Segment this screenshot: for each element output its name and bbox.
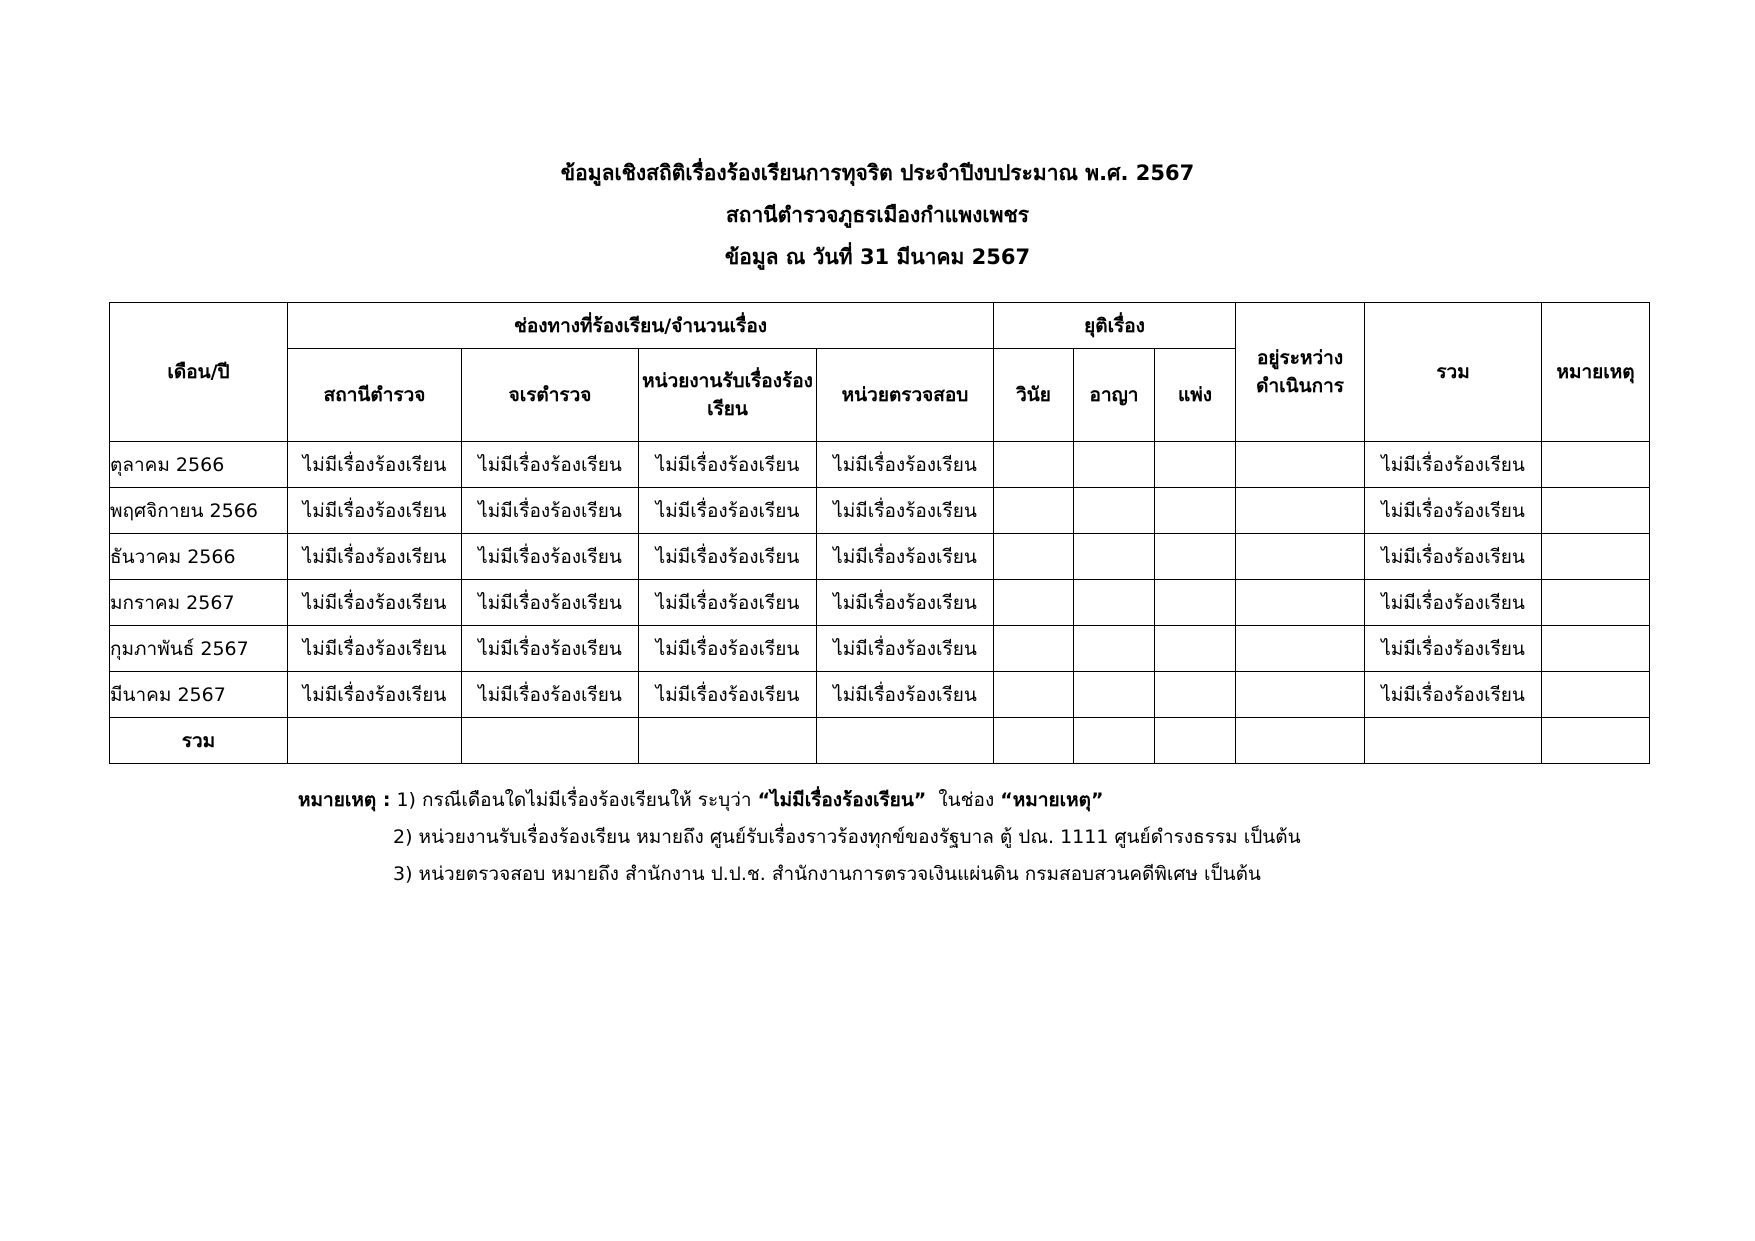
table-row <box>110 626 1650 672</box>
civil-cell <box>1155 488 1236 534</box>
discipline-cell <box>994 442 1074 488</box>
header-station: สถานีตำรวจ <box>288 349 462 442</box>
table-row <box>110 488 1650 534</box>
station-cell: ไม่มีเรื่องร้องเรียน <box>288 672 462 718</box>
criminal-cell <box>1074 672 1155 718</box>
discipline-cell <box>994 626 1074 672</box>
discipline-cell <box>994 672 1074 718</box>
audit-unit-cell: ไม่มีเรื่องร้องเรียน <box>817 442 994 488</box>
table-row <box>110 442 1650 488</box>
station-name: สถานีตำรวจภูธรเมืองกำแพงเพชร <box>725 203 1029 227</box>
total-civil-cell <box>1155 718 1236 764</box>
header-remark: หมายเหตุ <box>1542 303 1650 442</box>
note-2: 2) หน่วยงานรับเรื่องร้องเรียน หมายถึง ศูนย์รับเรื่องราวร้องทุกข์ของรัฐบาล ตู้ ปณ. 1111 ศูนย์ดำรงธรรม เป็นต้น <box>393 826 1301 848</box>
total-row-label: รวม <box>110 718 288 764</box>
civil-cell <box>1155 672 1236 718</box>
receiving-unit-cell: ไม่มีเรื่องร้องเรียน <box>639 626 817 672</box>
month-cell: ธันวาคม 2566 <box>110 534 288 580</box>
civil-cell <box>1155 534 1236 580</box>
total-remark-cell <box>1542 718 1650 764</box>
station-cell: ไม่มีเรื่องร้องเรียน <box>288 580 462 626</box>
total-cell: ไม่มีเรื่องร้องเรียน <box>1365 442 1542 488</box>
complaint-statistics-table <box>109 302 1650 764</box>
receiving-unit-cell: ไม่มีเรื่องร้องเรียน <box>639 488 817 534</box>
receiving-unit-cell: ไม่มีเรื่องร้องเรียน <box>639 534 817 580</box>
inspector-cell: ไม่มีเรื่องร้องเรียน <box>462 488 639 534</box>
data-date: ข้อมูล ณ วันที่ 31 มีนาคม 2567 <box>724 245 1031 269</box>
note-1-middle: ในช่อง <box>938 789 995 811</box>
header-resolved-group: ยุติเรื่อง <box>994 303 1236 349</box>
total-total-cell <box>1365 718 1542 764</box>
in-progress-cell <box>1236 580 1365 626</box>
remark-cell <box>1542 534 1650 580</box>
civil-cell <box>1155 580 1236 626</box>
total-audit-unit-cell <box>817 718 994 764</box>
header-criminal: อาญา <box>1074 349 1155 442</box>
table-row <box>110 580 1650 626</box>
audit-unit-cell: ไม่มีเรื่องร้องเรียน <box>817 488 994 534</box>
audit-unit-cell: ไม่มีเรื่องร้องเรียน <box>817 672 994 718</box>
in-progress-cell <box>1236 534 1365 580</box>
total-criminal-cell <box>1074 718 1155 764</box>
month-cell: มีนาคม 2567 <box>110 672 288 718</box>
criminal-cell <box>1074 488 1155 534</box>
receiving-unit-cell: ไม่มีเรื่องร้องเรียน <box>639 442 817 488</box>
notes-section <box>298 782 1301 893</box>
header-audit-unit: หน่วยตรวจสอบ <box>817 349 994 442</box>
in-progress-cell <box>1236 488 1365 534</box>
total-cell: ไม่มีเรื่องร้องเรียน <box>1365 580 1542 626</box>
station-cell: ไม่มีเรื่องร้องเรียน <box>288 534 462 580</box>
in-progress-cell <box>1236 442 1365 488</box>
receiving-unit-cell: ไม่มีเรื่องร้องเรียน <box>639 672 817 718</box>
inspector-cell: ไม่มีเรื่องร้องเรียน <box>462 672 639 718</box>
criminal-cell <box>1074 442 1155 488</box>
month-cell: ตุลาคม 2566 <box>110 442 288 488</box>
header-month: เดือน/ปี <box>110 303 288 442</box>
header-discipline: วินัย <box>994 349 1074 442</box>
header-in-progress: อยู่ระหว่างดำเนินการ <box>1236 303 1365 442</box>
note-1-quote-no-complaint: “ไม่มีเรื่องร้องเรียน” <box>757 789 927 811</box>
document-header <box>0 152 1755 278</box>
total-in-progress-cell <box>1236 718 1365 764</box>
table-row <box>110 672 1650 718</box>
receiving-unit-cell: ไม่มีเรื่องร้องเรียน <box>639 580 817 626</box>
inspector-cell: ไม่มีเรื่องร้องเรียน <box>462 626 639 672</box>
inspector-cell: ไม่มีเรื่องร้องเรียน <box>462 534 639 580</box>
remark-cell <box>1542 626 1650 672</box>
total-receiving-unit-cell <box>639 718 817 764</box>
note-1-prefix: 1) กรณีเดือนใดไม่มีเรื่องร้องเรียนให้ ระบุว่า <box>396 789 752 811</box>
page-title: ข้อมูลเชิงสถิติเรื่องร้องเรียนการทุจริต ประจำปีงบประมาณ พ.ศ. 2567 <box>560 161 1195 185</box>
discipline-cell <box>994 580 1074 626</box>
station-cell: ไม่มีเรื่องร้องเรียน <box>288 626 462 672</box>
remark-cell <box>1542 672 1650 718</box>
total-cell: ไม่มีเรื่องร้องเรียน <box>1365 672 1542 718</box>
audit-unit-cell: ไม่มีเรื่องร้องเรียน <box>817 534 994 580</box>
month-cell: กุมภาพันธ์ 2567 <box>110 626 288 672</box>
total-inspector-cell <box>462 718 639 764</box>
criminal-cell <box>1074 580 1155 626</box>
civil-cell <box>1155 442 1236 488</box>
audit-unit-cell: ไม่มีเรื่องร้องเรียน <box>817 626 994 672</box>
in-progress-cell <box>1236 626 1365 672</box>
total-station-cell <box>288 718 462 764</box>
criminal-cell <box>1074 534 1155 580</box>
discipline-cell <box>994 534 1074 580</box>
total-cell: ไม่มีเรื่องร้องเรียน <box>1365 488 1542 534</box>
station-cell: ไม่มีเรื่องร้องเรียน <box>288 442 462 488</box>
note-3: 3) หน่วยตรวจสอบ หมายถึง สำนักงาน ป.ป.ช. สำนักงานการตรวจเงินแผ่นดิน กรมสอบสวนคดีพิเศษ เป็นต้น <box>393 863 1261 885</box>
header-total: รวม <box>1365 303 1542 442</box>
remark-cell <box>1542 442 1650 488</box>
remark-cell <box>1542 580 1650 626</box>
table-total-row <box>110 718 1650 764</box>
notes-label: หมายเหตุ : <box>298 789 391 811</box>
header-receiving-unit: หน่วยงานรับเรื่องร้องเรียน <box>639 349 817 442</box>
total-cell: ไม่มีเรื่องร้องเรียน <box>1365 626 1542 672</box>
inspector-cell: ไม่มีเรื่องร้องเรียน <box>462 580 639 626</box>
month-cell: พฤศจิกายน 2566 <box>110 488 288 534</box>
criminal-cell <box>1074 626 1155 672</box>
note-1-quote-remark: “หมายเหตุ” <box>1000 789 1104 811</box>
total-discipline-cell <box>994 718 1074 764</box>
header-civil: แพ่ง <box>1155 349 1236 442</box>
table-row <box>110 534 1650 580</box>
header-channels-group: ช่องทางที่ร้องเรียน/จำนวนเรื่อง <box>288 303 994 349</box>
in-progress-cell <box>1236 672 1365 718</box>
civil-cell <box>1155 626 1236 672</box>
station-cell: ไม่มีเรื่องร้องเรียน <box>288 488 462 534</box>
audit-unit-cell: ไม่มีเรื่องร้องเรียน <box>817 580 994 626</box>
total-cell: ไม่มีเรื่องร้องเรียน <box>1365 534 1542 580</box>
remark-cell <box>1542 488 1650 534</box>
discipline-cell <box>994 488 1074 534</box>
month-cell: มกราคม 2567 <box>110 580 288 626</box>
table-header-row-1 <box>110 303 1650 349</box>
inspector-cell: ไม่มีเรื่องร้องเรียน <box>462 442 639 488</box>
note-1 <box>298 782 1301 819</box>
header-inspector: จเรตำรวจ <box>462 349 639 442</box>
